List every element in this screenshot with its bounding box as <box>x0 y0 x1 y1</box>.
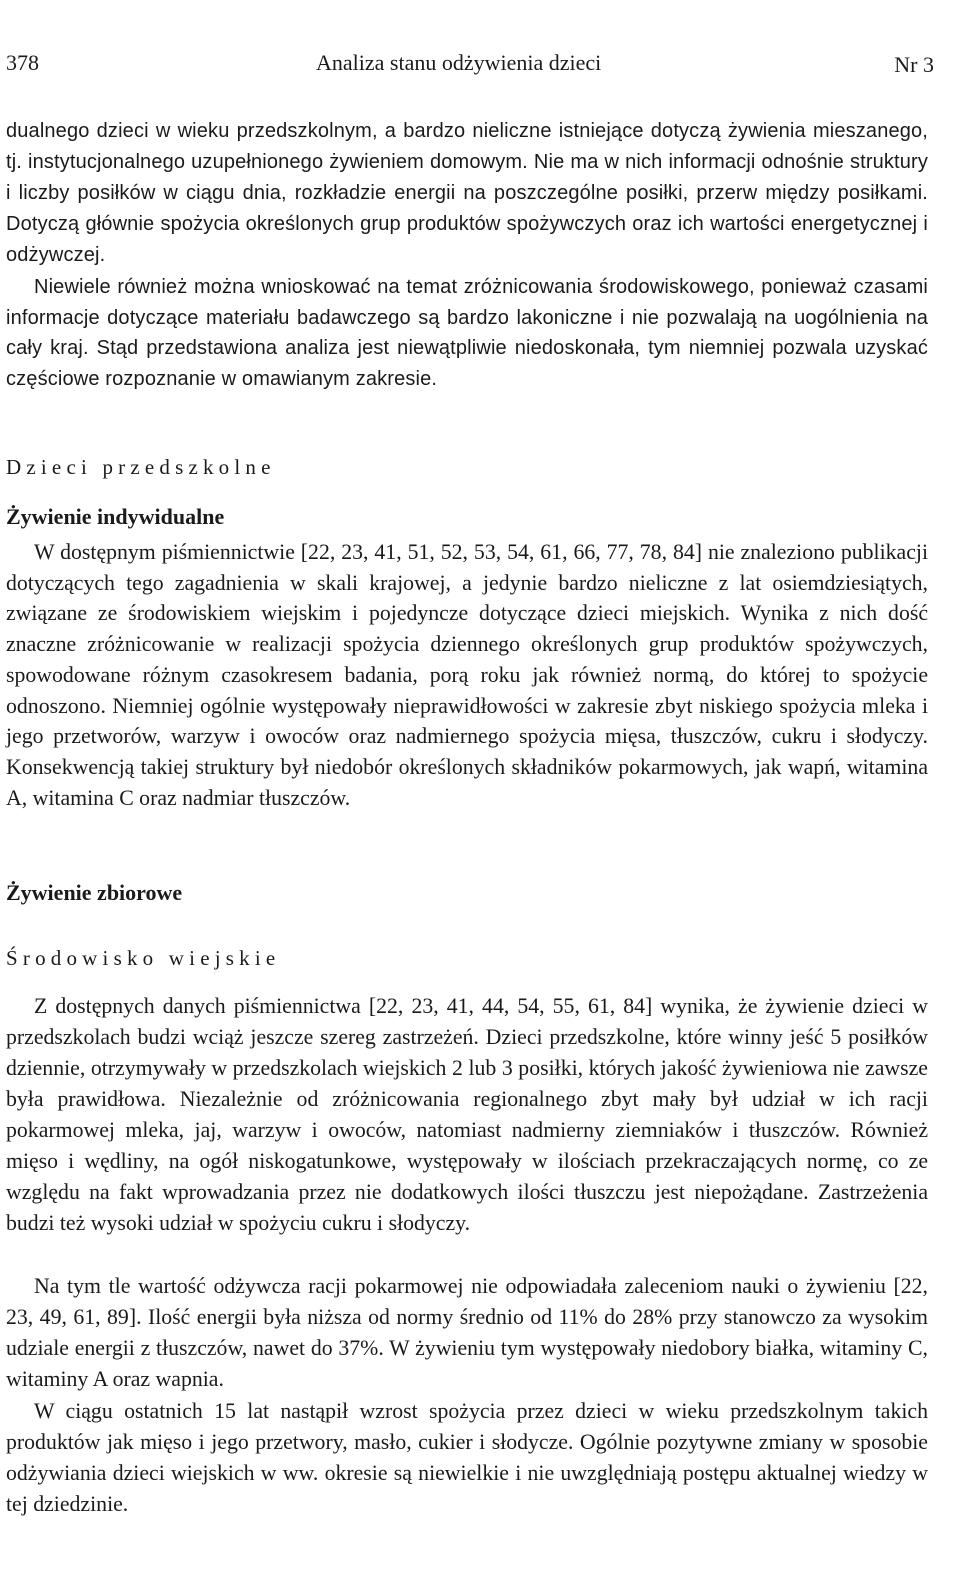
issue-number: Nr 3 <box>894 52 934 77</box>
intro-paragraph-2: Niewiele również można wnioskować na temat zróżnicowania środowiskowego, ponieważ czasami informacje dotyczące materiału badawczego są bardzo lakoniczne i nie pozwalają na uogólnienia na cały kraj. Stąd przedstawiona analiza jest niewątpliwie niedoskonała, tym niemniej pozwala uzyskać częściowe rozpoznanie w omawianym zakresie. <box>6 276 928 390</box>
individual-nutrition-paragraph: W dostępnym piśmiennictwie [22, 23, 41, 51, 52, 53, 54, 61, 66, 77, 78, 84] nie znaleziono publikacji dotyczących tego zagadnienia w skali krajowej, a jedynie bardzo nieliczne z lat osiemdziesiątych, związane ze środowiskiem wiejskim i pojedyncze dotyczące dzieci miejskich. Wynika z nich dość znaczne zróżnicowanie w realizacji spożycia dziennego określonych grup produktów spożywczych, spowodowane różnym czasokresem badania, porą roku jak również normą, do której to spożycie odnoszono. Niemniej ogólnie występowały nieprawidłowości w zakresie zbyt niskiego spożycia mleka i jego przetworów, warzyw i owoców oraz nadmiernego spożycia mięsa, tłuszczów, cukru i słodyczy. Konsekwencją takiej struktury był niedobór określonych składników pokarmowych, jak wapń, witamina A, witamina C oraz nadmiar tłuszczów. <box>6 540 928 810</box>
running-header <box>6 44 934 78</box>
subheading-rural: Środowisko wiejskie <box>6 946 281 970</box>
page-number: 378 <box>6 50 39 75</box>
subsection-heading-individual: Żywienie indywidualne <box>6 504 225 529</box>
intro-paragraph-1: dualnego dzieci w wieku przedszkolnym, a bardzo nieliczne istniejące dotyczą żywienia mieszanego, tj. instytucjonalnego uzupełnionego żywieniem domowym. Nie ma w nich informacji odnośnie struktury i liczby posiłków w ciągu dnia, rozkładzie energii na poszczególne posiłki, przerw między posiłkami. Dotyczą głównie spożycia określonych grup produktów spożywczych oraz ich wartości energetycznej i odżywczej. <box>6 120 928 266</box>
collective-paragraph-3: W ciągu ostatnich 15 lat nastąpił wzrost spożycia przez dzieci w wieku przedszkolnym takich produktów jak mięso i jego przetwory, masło, cukier i słodycze. Ogólnie pozytywne zmiany w sposobie odżywiania dzieci wiejskich w ww. okresie są niewielkie i nie uwzględniają postępu aktualnej wiedzy w tej dziedzinie. <box>6 1399 928 1516</box>
collective-paragraph-2: Na tym tle wartość odżywcza racji pokarmowej nie odpowiadała zaleceniom nauki o żywieniu [22, 23, 49, 61, 89]. Ilość energii była niższa od normy średnio od 11% do 28% przy stanowczo za wysokim udziale energii z tłuszczów, nawet do 37%. W żywieniu tym występowały niedobory białka, witaminy C, witaminy A oraz wapnia. <box>6 1274 928 1391</box>
section-heading-preschool: Dzieci przedszkolne <box>6 455 276 479</box>
subsection-heading-collective: Żywienie zbiorowe <box>6 880 183 905</box>
collective-paragraph-1: Z dostępnych danych piśmiennictwa [22, 23, 41, 44, 54, 55, 61, 84] wynika, że żywienie dzieci w przedszkolach budzi wciąż jeszcze szereg zastrzeżeń. Dzieci przedszkolne, które winny jeść 5 posiłków dziennie, otrzymywały w przedszkolach wiejskich 2 lub 3 posiłki, których jakość żywieniowa nie zawsze była prawidłowa. Niezależnie od zróżnicowania regionalnego zbyt mały był udział w ich racji pokarmowej mleka, jaj, warzyw i owoców, natomiast nadmierny ziemniaków i tłuszczów. Również mięso i wędliny, na ogół niskogatunkowe, występowały w ilościach przekraczających normę, co ze względu na fakt wprowadzania przez nie dodatkowych ilości tłuszczu jest niepożądane. Zastrzeżenia budzi też wysoki udział w spożyciu cukru i słodyczy. <box>6 994 928 1235</box>
running-title: Analiza stanu odżywienia dzieci <box>316 50 602 75</box>
